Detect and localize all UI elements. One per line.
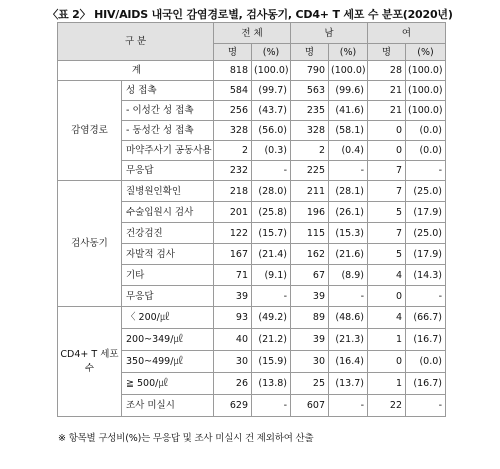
data-table xyxy=(57,22,446,417)
category-cd4-count: CD4+ T 세포 수 xyxy=(58,307,122,417)
cell-count: 5 xyxy=(368,244,406,265)
cell-percent: (49.2) xyxy=(252,307,291,329)
cell-count: 7 xyxy=(368,161,406,181)
cell-percent: (21.2) xyxy=(252,329,291,351)
row-label: 무응답 xyxy=(122,161,214,181)
cell-count: 39 xyxy=(291,329,329,351)
cell-count: 89 xyxy=(291,307,329,329)
row-label: 수술입원시 검사 xyxy=(122,202,214,223)
row-label: 질병원인확인 xyxy=(122,181,214,202)
row-label-total: 계 xyxy=(58,61,214,81)
cell-count: 93 xyxy=(214,307,252,329)
cell-percent: (17.9) xyxy=(406,244,446,265)
cell-percent: (16.4) xyxy=(329,351,368,373)
cell-percent: - xyxy=(329,395,368,417)
header-count: 명 xyxy=(291,44,329,61)
row-label: 기타 xyxy=(122,265,214,286)
cell-count: 67 xyxy=(291,265,329,286)
row-label: 200~349/㎕ xyxy=(122,329,214,351)
cell-count: 40 xyxy=(214,329,252,351)
table-row xyxy=(58,81,446,101)
cell-percent: (9.1) xyxy=(252,265,291,286)
row-label: 조사 미실시 xyxy=(122,395,214,417)
table-row xyxy=(58,307,446,329)
row-label: 자발적 검사 xyxy=(122,244,214,265)
cell-count: 4 xyxy=(368,265,406,286)
cell-percent: (0.4) xyxy=(329,141,368,161)
cell-count: 122 xyxy=(214,223,252,244)
cell-count: 28 xyxy=(368,61,406,81)
row-label: 성 접촉 xyxy=(122,81,214,101)
cell-count: 256 xyxy=(214,101,252,121)
category-infection-route: 감염경로 xyxy=(58,81,122,181)
cell-percent: (17.9) xyxy=(406,202,446,223)
table-row xyxy=(58,61,446,81)
category-test-motive: 검사동기 xyxy=(58,181,122,307)
cell-count: 0 xyxy=(368,351,406,373)
cell-count: 2 xyxy=(291,141,329,161)
row-label: 마약주사기 공동사용 xyxy=(122,141,214,161)
cell-percent: (0.0) xyxy=(406,351,446,373)
cell-percent: (100.0) xyxy=(406,101,446,121)
cell-percent: (13.7) xyxy=(329,373,368,395)
header-pct: (%) xyxy=(252,44,291,61)
cell-count: 328 xyxy=(291,121,329,141)
cell-percent: - xyxy=(252,161,291,181)
cell-count: 232 xyxy=(214,161,252,181)
cell-percent: (100.0) xyxy=(406,81,446,101)
cell-count: 1 xyxy=(368,329,406,351)
cell-percent: (41.6) xyxy=(329,101,368,121)
cell-count: 7 xyxy=(368,223,406,244)
cell-count: 584 xyxy=(214,81,252,101)
cell-count: 196 xyxy=(291,202,329,223)
cell-percent: (0.3) xyxy=(252,141,291,161)
cell-percent: (28.0) xyxy=(252,181,291,202)
cell-count: 607 xyxy=(291,395,329,417)
cell-count: 167 xyxy=(214,244,252,265)
cell-percent: (16.7) xyxy=(406,329,446,351)
row-label: - 동성간 성 접촉 xyxy=(122,121,214,141)
cell-percent: (15.7) xyxy=(252,223,291,244)
cell-percent: (21.4) xyxy=(252,244,291,265)
cell-percent: (43.7) xyxy=(252,101,291,121)
header-count: 명 xyxy=(368,44,406,61)
cell-percent: - xyxy=(406,161,446,181)
cell-count: 162 xyxy=(291,244,329,265)
cell-count: 563 xyxy=(291,81,329,101)
row-label: 무응답 xyxy=(122,286,214,307)
cell-count: 5 xyxy=(368,202,406,223)
cell-percent: (56.0) xyxy=(252,121,291,141)
cell-percent: (21.3) xyxy=(329,329,368,351)
cell-percent: - xyxy=(329,286,368,307)
cell-count: 0 xyxy=(368,141,406,161)
cell-percent: - xyxy=(329,161,368,181)
cell-count: 790 xyxy=(291,61,329,81)
cell-count: 201 xyxy=(214,202,252,223)
cell-percent: (21.6) xyxy=(329,244,368,265)
cell-percent: (26.1) xyxy=(329,202,368,223)
cell-percent: (14.3) xyxy=(406,265,446,286)
row-label: 350~499/㎕ xyxy=(122,351,214,373)
cell-percent: (99.6) xyxy=(329,81,368,101)
header-group-male: 남 xyxy=(291,23,368,44)
cell-count: 71 xyxy=(214,265,252,286)
cell-count: 30 xyxy=(214,351,252,373)
header-group-female: 여 xyxy=(368,23,446,44)
cell-count: 39 xyxy=(291,286,329,307)
cell-percent: (58.1) xyxy=(329,121,368,141)
row-label: 〈 200/㎕ xyxy=(122,307,214,329)
cell-percent: (15.3) xyxy=(329,223,368,244)
table-title: 〈표 2〉 HIV/AIDS 내국인 감염경로별, 검사동기, CD4+ T 세포 수 분포(2020년) xyxy=(47,8,453,21)
cell-percent: (8.9) xyxy=(329,265,368,286)
cell-count: 218 xyxy=(214,181,252,202)
header-count: 명 xyxy=(214,44,252,61)
cell-count: 7 xyxy=(368,181,406,202)
cell-count: 235 xyxy=(291,101,329,121)
row-label: - 이성간 성 접촉 xyxy=(122,101,214,121)
cell-count: 1 xyxy=(368,373,406,395)
cell-percent: (0.0) xyxy=(406,121,446,141)
cell-percent: (25.0) xyxy=(406,223,446,244)
cell-count: 818 xyxy=(214,61,252,81)
row-label: ≧ 500/㎕ xyxy=(122,373,214,395)
table-body xyxy=(58,61,446,417)
cell-percent: (25.0) xyxy=(406,181,446,202)
table-row xyxy=(58,181,446,202)
cell-percent: (13.8) xyxy=(252,373,291,395)
cell-percent: - xyxy=(252,395,291,417)
cell-count: 2 xyxy=(214,141,252,161)
cell-count: 4 xyxy=(368,307,406,329)
cell-count: 629 xyxy=(214,395,252,417)
cell-percent: - xyxy=(406,395,446,417)
header-category: 구 분 xyxy=(58,23,214,61)
cell-percent: - xyxy=(252,286,291,307)
cell-percent: (100.0) xyxy=(329,61,368,81)
cell-count: 22 xyxy=(368,395,406,417)
cell-percent: - xyxy=(406,286,446,307)
cell-count: 0 xyxy=(368,286,406,307)
cell-count: 0 xyxy=(368,121,406,141)
cell-count: 26 xyxy=(214,373,252,395)
cell-percent: (99.7) xyxy=(252,81,291,101)
table-header xyxy=(58,23,446,61)
cell-percent: (48.6) xyxy=(329,307,368,329)
cell-count: 39 xyxy=(214,286,252,307)
row-label: 건강검진 xyxy=(122,223,214,244)
cell-count: 225 xyxy=(291,161,329,181)
cell-percent: (100.0) xyxy=(252,61,291,81)
header-pct: (%) xyxy=(329,44,368,61)
cell-percent: (28.1) xyxy=(329,181,368,202)
cell-count: 30 xyxy=(291,351,329,373)
cell-count: 21 xyxy=(368,101,406,121)
cell-percent: (25.8) xyxy=(252,202,291,223)
header-pct: (%) xyxy=(406,44,446,61)
cell-count: 25 xyxy=(291,373,329,395)
cell-count: 211 xyxy=(291,181,329,202)
cell-percent: (15.9) xyxy=(252,351,291,373)
header-group-total: 전 체 xyxy=(214,23,291,44)
cell-count: 21 xyxy=(368,81,406,101)
footnote: ※ 항목별 구성비(%)는 무응답 및 조사 미실시 건 제외하여 산출 xyxy=(58,433,314,444)
cell-percent: (0.0) xyxy=(406,141,446,161)
cell-percent: (16.7) xyxy=(406,373,446,395)
cell-count: 115 xyxy=(291,223,329,244)
cell-percent: (66.7) xyxy=(406,307,446,329)
cell-count: 328 xyxy=(214,121,252,141)
cell-percent: (100.0) xyxy=(406,61,446,81)
